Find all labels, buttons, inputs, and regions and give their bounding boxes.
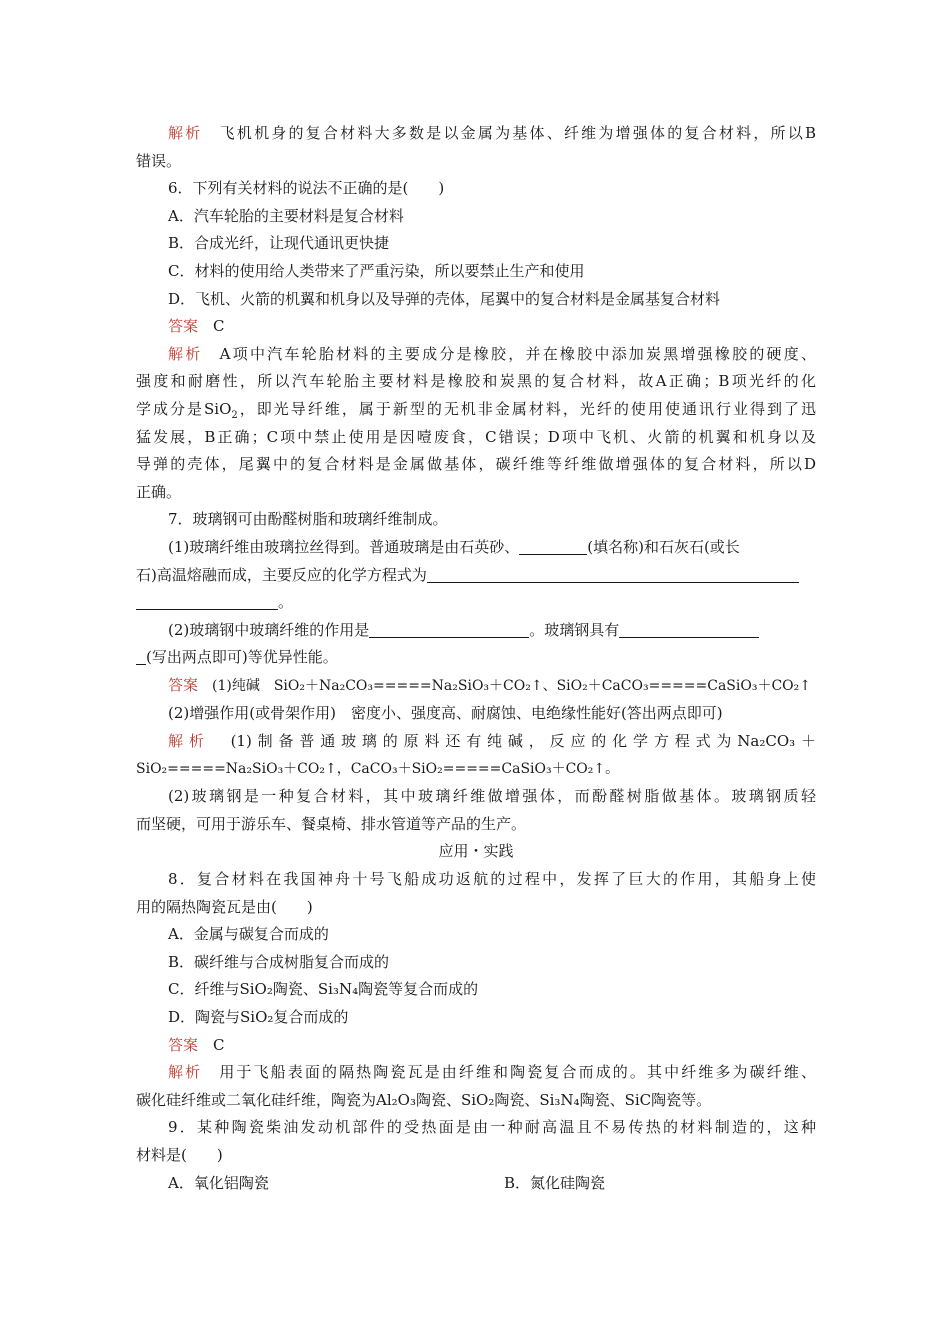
question-7: 7．玻璃钢可由酚醛树脂和玻璃纤维制成。 — [168, 510, 448, 529]
fill-blank[interactable] — [619, 619, 759, 638]
text-line: 正确。 — [136, 482, 182, 501]
question-8: 8．复合材料在我国神舟十号飞船成功返航的过程中，发挥了巨大的作用，其船身上使 — [168, 870, 816, 889]
document-page — [136, 120, 816, 1197]
text-line: 解析 用于飞船表面的隔热陶瓷瓦是由纤维和陶瓷复合而成的。其中纤维多为碳纤维、 — [168, 1063, 816, 1082]
text-line: SiO₂=====Na₂SiO₃＋CO₂↑，CaCO₃＋SiO₂=====CaSiO₃＋CO₂↑。 — [136, 760, 620, 777]
answer-line: 答案 (1)纯碱 SiO₂＋Na₂CO₃=====Na₂SiO₃＋CO₂↑、SiO₂＋CaCO₃=====CaSiO₃＋CO₂↑ — [168, 675, 811, 694]
option-d: D．飞机、火箭的机翼和机身以及导弹的壳体，尾翼中的复合材料是金属基复合材料 — [168, 289, 721, 308]
option-a: A．汽车轮胎的主要材料是复合材料 — [168, 206, 404, 225]
text-line: 解析 飞机机身的复合材料大多数是以金属为基体、纤维为增强体的复合材料，所以B — [168, 124, 816, 142]
text-line: 用的隔热陶瓷瓦是由( ) — [136, 897, 313, 916]
text-line: 解析 A项中汽车轮胎材料的主要成分是橡胶，并在橡胶中添加炭黑增强橡胶的硬度、 — [168, 344, 816, 363]
answer-label: 答案 — [168, 1035, 199, 1054]
option-a: A．金属与碳复合而成的 — [168, 925, 329, 944]
fill-blank[interactable] — [136, 591, 278, 610]
text-line: (2)玻璃钢中玻璃纤维的作用是 。玻璃钢具有 — [136, 617, 816, 645]
analysis-label: 解析 — [168, 344, 203, 363]
text-line: 材料是( ) — [136, 1145, 223, 1164]
option-b: B．氮化硅陶瓷 — [504, 1173, 606, 1192]
answer-label: 答案 — [168, 317, 199, 336]
text-line: 猛发展，B正确；C项中禁止使用是因噎废食，C错误；D项中飞机、火箭的机翼和机身以及 — [136, 427, 816, 446]
text-line: 解析 (1)制备普通玻璃的原料还有纯碱，反应的化学方程式为Na₂CO₃＋ — [168, 732, 816, 751]
answer-line: 答案 C — [168, 317, 225, 336]
text-line: (1)玻璃纤维由玻璃拉丝得到。普通玻璃是由石英砂、 (填名称)和石灰石(或长 — [168, 537, 740, 556]
text-line: 碳化硅纤维或二氧化硅纤维，陶瓷为Al₂O₃陶瓷、SiO₂陶瓷、Si₃N₄陶瓷、SiC陶瓷等。 — [136, 1090, 712, 1109]
question-6: 6．下列有关材料的说法不正确的是( ) — [168, 179, 445, 198]
option-b: B．碳纤维与合成树脂复合而成的 — [168, 952, 390, 971]
fill-blank[interactable] — [369, 619, 529, 638]
text-line: 石)高温熔融而成，主要反应的化学方程式为 — [136, 562, 816, 590]
fill-blank[interactable] — [519, 536, 587, 555]
answer-label: 答案 — [168, 675, 199, 694]
question-9: 9．某种陶瓷柴油发动机部件的受热面是由一种耐高温且不易传热的材料制造的，这种 — [168, 1118, 816, 1137]
text-line: (2)增强作用(或骨架作用) 密度小、强度高、耐腐蚀、电绝缘性能好(答出两点即可) — [168, 704, 723, 723]
text-line: (写出两点即可)等优异性能。 — [136, 644, 816, 672]
fill-blank[interactable] — [136, 646, 146, 665]
option-b: B．合成光纤，让现代通讯更快捷 — [168, 234, 390, 253]
analysis-label: 解析 — [168, 124, 203, 142]
fill-blank[interactable] — [427, 564, 799, 583]
analysis-label: 解析 — [168, 732, 210, 751]
text-line: 。 — [136, 589, 816, 617]
option-d: D．陶瓷与SiO₂复合而成的 — [168, 1008, 349, 1026]
text-line: 导弹的壳体，尾翼中的复合材料是金属做基体，碳纤维等纤维做增强体的复合材料，所以D — [136, 455, 816, 474]
option-a: A．氧化铝陶瓷 — [168, 1173, 269, 1192]
text-line: 学成分是SiO$_2$，即光导纤维，属于新型的无机非金属材料，光纤的使用使通讯行业得到了迅 — [136, 399, 816, 421]
section-heading: 应用・实践 — [438, 842, 514, 861]
answer-line: 答案 C — [168, 1035, 225, 1054]
analysis-label: 解析 — [168, 1063, 203, 1082]
option-c: C．材料的使用给人类带来了严重污染，所以要禁止生产和使用 — [168, 261, 585, 280]
option-c: C．纤维与SiO₂陶瓷、Si₃N₄陶瓷等复合而成的 — [168, 980, 479, 999]
text-line: 而坚硬，可用于游乐车、餐桌椅、排水管道等产品的生产。 — [136, 814, 527, 833]
text-line: 错误。 — [136, 151, 182, 170]
options-row — [136, 1170, 816, 1198]
text-line: (2)玻璃钢是一种复合材料，其中玻璃纤维做增强体，而酚醛树脂做基体。玻璃钢质轻 — [168, 787, 816, 806]
text-line: 强度和耐磨性，所以汽车轮胎主要材料是橡胶和炭黑的复合材料，故A正确；B项光纤的化 — [136, 372, 816, 391]
